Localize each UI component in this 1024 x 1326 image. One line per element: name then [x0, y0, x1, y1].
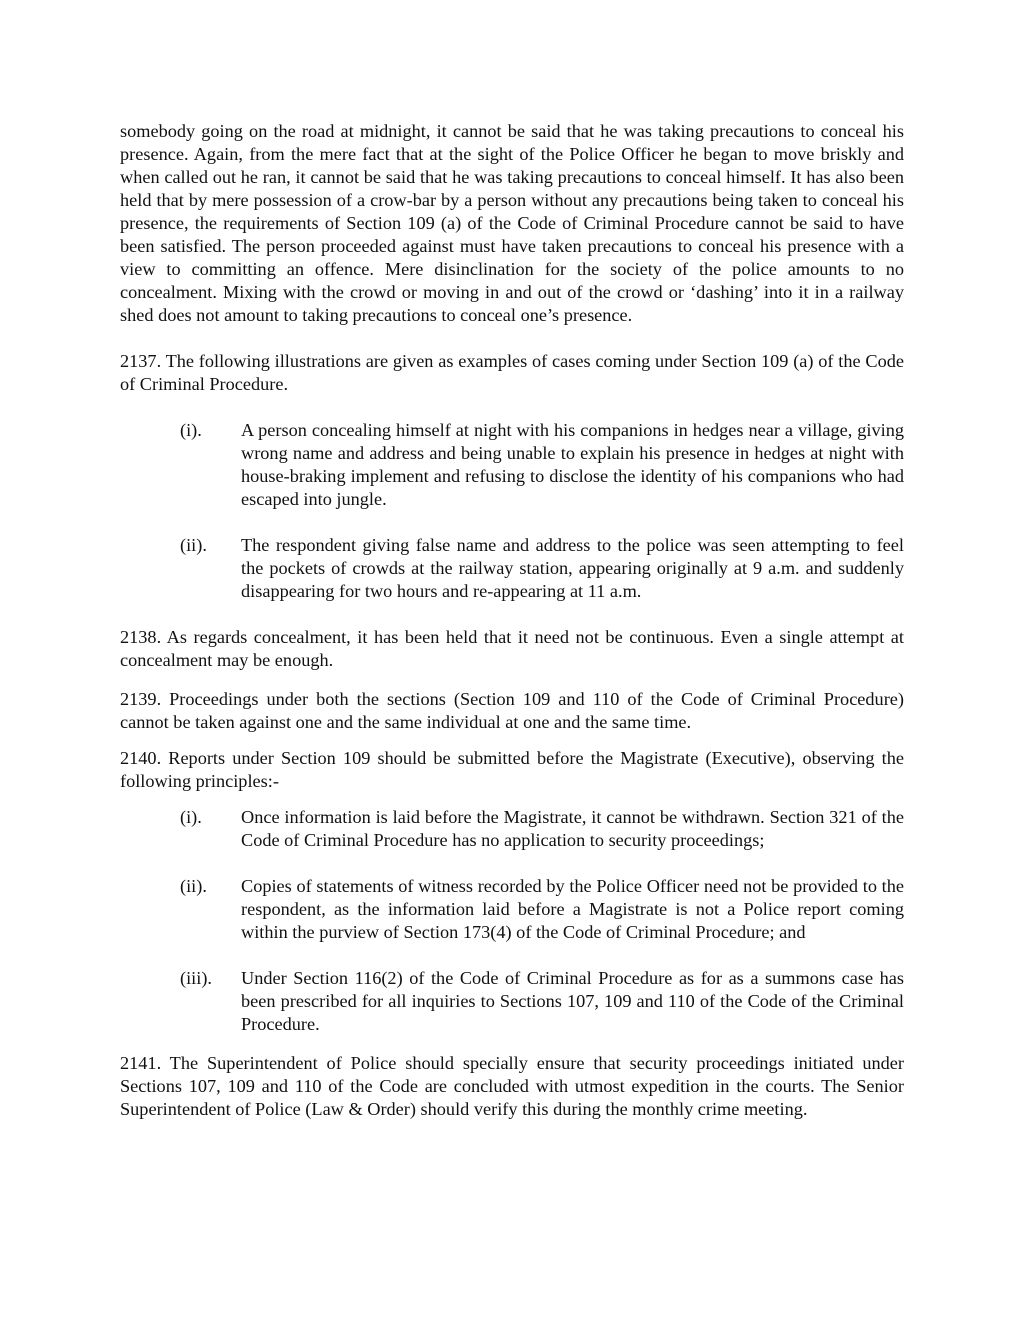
list-number: (ii).	[180, 876, 207, 896]
paragraph-2140: 2140. Reports under Section 109 should be submitted before the Magistrate (Executive), observing the following principles:-	[120, 748, 904, 791]
list-text: A person concealing himself at night with his companions in hedges near a village, giving wrong name and address and being unable to explain his presence in hedges at night with house-braking implement and refusing to disclose the identity of his companions who had escaped into jungle.	[241, 420, 904, 509]
list-item-2137-ii	[180, 534, 904, 603]
list-text: Once information is laid before the Magistrate, it cannot be withdrawn. Section 321 of the Code of Criminal Procedure has no application to security proceedings;	[241, 807, 904, 850]
list-number: (i).	[180, 807, 202, 827]
paragraph-2139: 2139. Proceedings under both the sections (Section 109 and 110 of the Code of Criminal Procedure) cannot be taken against one and the same individual at one and the same time.	[120, 689, 904, 732]
document-page	[120, 120, 904, 1121]
paragraph-intro: somebody going on the road at midnight, it cannot be said that he was taking precautions to conceal his presence. Again, from the mere fact that at the sight of the Police Officer he began to move briskly and when called out he ran, it cannot be said that he was taking precautions to conceal himself. It has also been held that by mere possession of a crow-bar by a person without any precautions being taken to conceal his presence, the requirements of Section 109 (a) of the Code of Criminal Procedure cannot be said to have been satisfied. The person proceeded against must have taken precautions to conceal his presence with a view to committing an offence. Mere disinclination for the society of the police amounts to no concealment. Mixing with the crowd or moving in and out of the crowd or ‘dashing’ into it in a railway shed does not amount to taking precautions to conceal one’s presence.	[120, 121, 904, 325]
list-number: (iii).	[180, 968, 212, 988]
list-text: Under Section 116(2) of the Code of Criminal Procedure as for as a summons case has been prescribed for all inquiries to Sections 107, 109 and 110 of the Code of the Criminal Procedure.	[241, 968, 904, 1034]
list-text: Copies of statements of witness recorded by the Police Officer need not be provided to the respondent, as the information laid before a Magistrate is not a Police report coming within the purview of Section 173(4) of the Code of Criminal Procedure; and	[241, 876, 904, 942]
list-item-2140-iii	[180, 967, 904, 1036]
list-item-2140-ii	[180, 875, 904, 944]
list-item-2140-i	[180, 806, 904, 852]
list-item-2137-i	[180, 419, 904, 511]
list-number: (i).	[180, 420, 202, 440]
paragraph-2141: 2141. The Superintendent of Police should specially ensure that security proceedings initiated under Sections 107, 109 and 110 of the Code are concluded with utmost expedition in the courts. The Senior Superintendent of Police (Law & Order) should verify this during the monthly crime meeting.	[120, 1053, 904, 1119]
list-text: The respondent giving false name and address to the police was seen attempting to feel the pockets of crowds at the railway station, appearing originally at 9 a.m. and suddenly disappearing for two hours and re-appearing at 11 a.m.	[241, 535, 904, 601]
list-number: (ii).	[180, 535, 207, 555]
paragraph-2138: 2138. As regards concealment, it has been held that it need not be continuous. Even a single attempt at concealment may be enough.	[120, 627, 904, 670]
paragraph-2137: 2137. The following illustrations are given as examples of cases coming under Section 109 (a) of the Code of Criminal Procedure.	[120, 351, 904, 394]
